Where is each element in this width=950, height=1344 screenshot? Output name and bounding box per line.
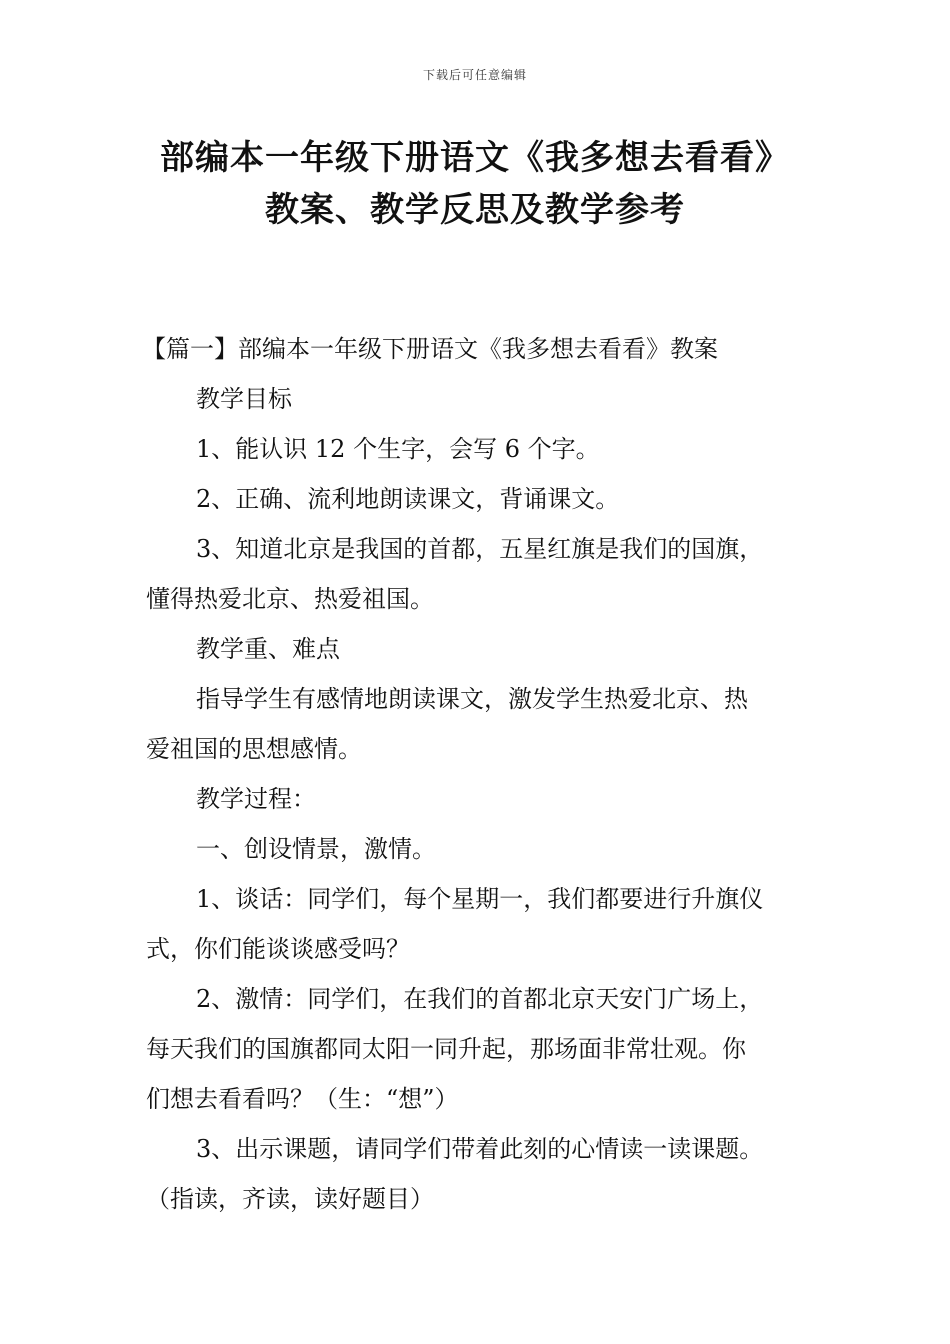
header-note: 下载后可任意编辑	[422, 68, 527, 82]
body-line: 们想去看看吗？（生：“想”）	[146, 1085, 459, 1113]
body-line: 3、知道北京是我国的首都，五星红旗是我们的国旗，	[196, 535, 764, 563]
body-line: 每天我们的国旗都同太阳一同升起，那场面非常壮观。你	[146, 1035, 746, 1063]
body-line: 式，你们能谈谈感受吗？	[146, 935, 410, 963]
document-title-line-1: 部编本一年级下册语文《我多想去看看》	[160, 138, 790, 178]
body-line: 指导学生有感情地朗读课文，激发学生热爱北京、热	[196, 685, 748, 713]
body-line: 教学目标	[196, 385, 292, 413]
body-line: 懂得热爱北京、热爱祖国。	[146, 585, 434, 613]
body-line: 教学重、难点	[196, 635, 340, 663]
document-title-line-2: 教案、教学反思及教学参考	[265, 190, 685, 230]
body-line: 2、正确、流利地朗读课文，背诵课文。	[196, 485, 620, 513]
body-line: 2、激情：同学们，在我们的首都北京天安门广场上，	[196, 985, 764, 1013]
section-heading: 【篇一】部编本一年级下册语文《我多想去看看》教案	[142, 335, 718, 363]
document-body	[142, 324, 806, 1224]
body-line: 一、创设情景，激情。	[196, 835, 436, 863]
body-line: 1、能认识 12 个生字，会写 6 个字。	[196, 435, 600, 463]
body-line: 3、出示课题，请同学们带着此刻的心情读一读课题。	[196, 1135, 764, 1163]
body-line: 1、谈话：同学们，每个星期一，我们都要进行升旗仪	[196, 885, 764, 913]
body-line: （指读，齐读，读好题目）	[146, 1185, 434, 1213]
body-line: 教学过程：	[196, 785, 316, 813]
body-line: 爱祖国的思想感情。	[146, 735, 362, 763]
